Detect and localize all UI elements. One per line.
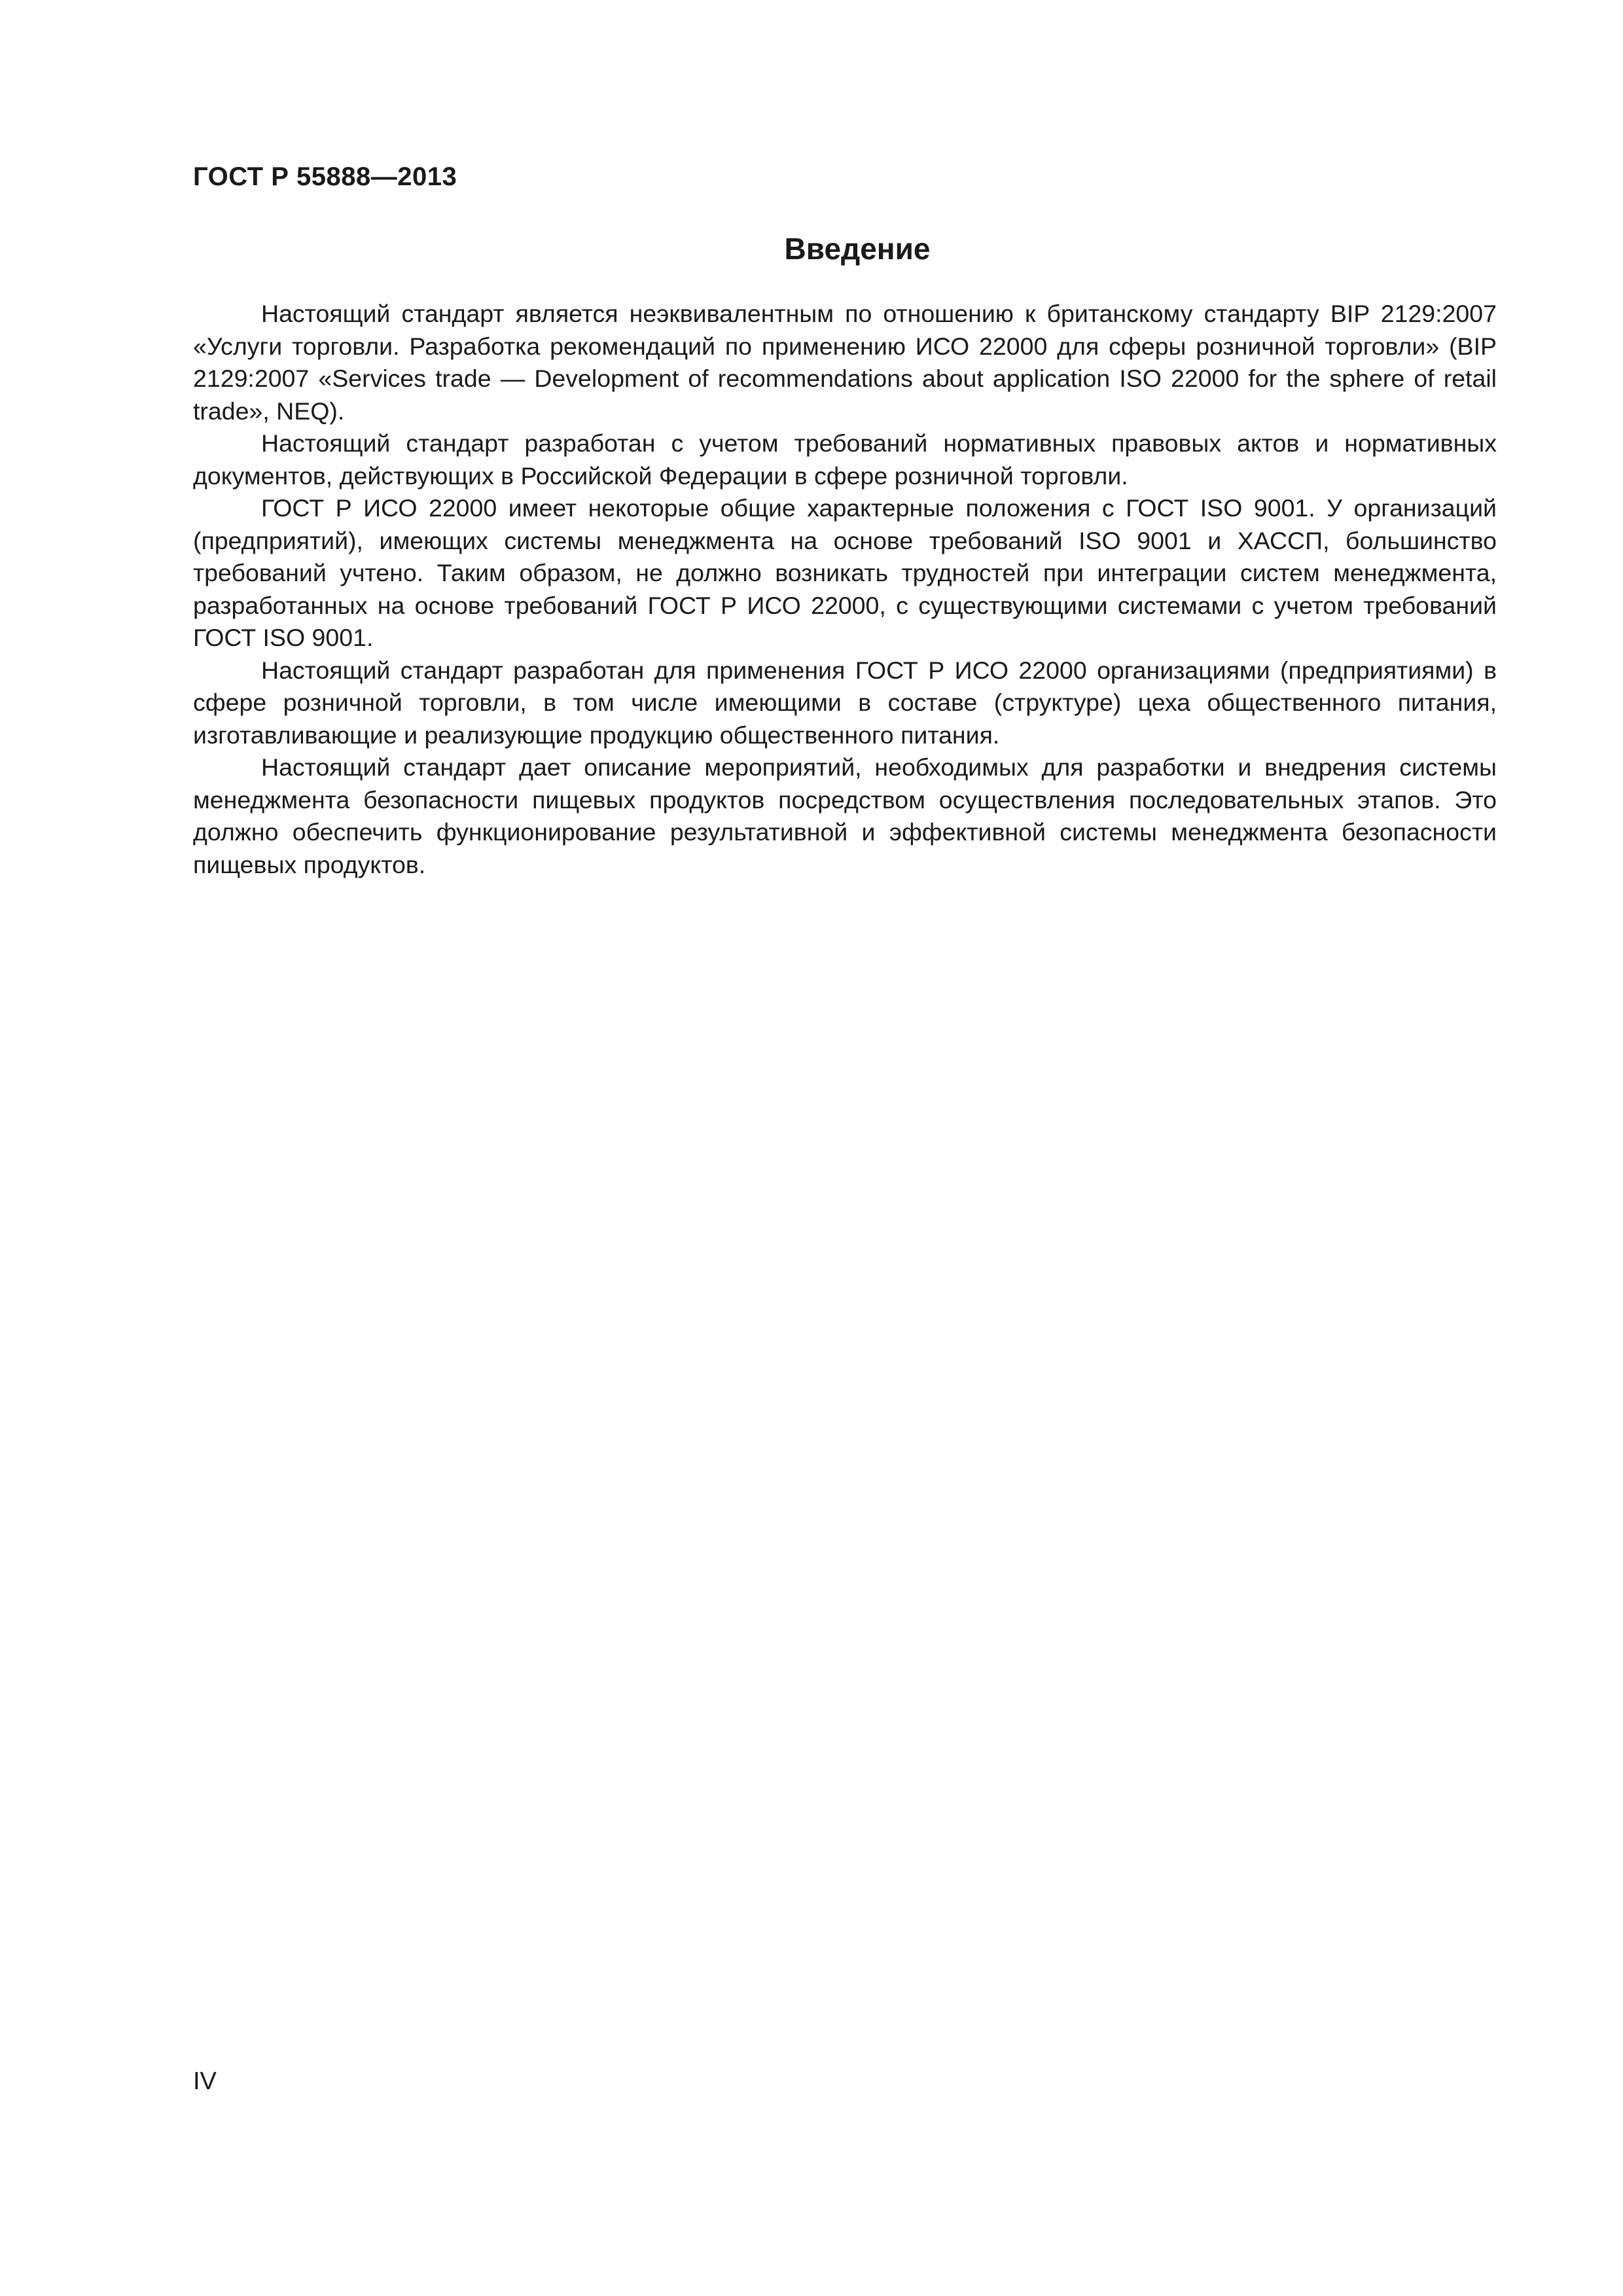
paragraph-2: Настоящий стандарт разработан с учетом требований нормативных правовых актов и нормативных документов, действующих в Российской Федерации в сфере розничной торговли. [193, 429, 1497, 490]
section-title: Введение [784, 232, 931, 266]
document-code-header: ГОСТ Р 55888—2013 [193, 162, 457, 191]
paragraph-5: Настоящий стандарт дает описание мероприятий, необходимых для разработки и внедрения системы менеджмента безопасности пищевых продуктов посредством осуществления последовательных этапов. Это должно обеспечить функционирование результативной и эффективной системы менеджмента безопасности пищевых продуктов. [193, 753, 1497, 878]
paragraph-3: ГОСТ Р ИСО 22000 имеет некоторые общие характерные положения с ГОСТ ISO 9001. У организаций (предприятий), имеющих системы менеджмента на основе требований ISO 9001 и ХАССП, большинство требований учтено. Таким образом, не должно возникать трудностей при интеграции систем менеджмента, разработанных на основе требований ГОСТ Р ИСО 22000, с существующими системами с учетом требований ГОСТ ISO 9001. [193, 494, 1497, 651]
page-number: IV [193, 2068, 217, 2095]
paragraph-4: Настоящий стандарт разработан для применения ГОСТ Р ИСО 22000 организациями (предприятиями) в сфере розничной торговли, в том числе имеющими в составе (структуре) цеха общественного питания, изготавливающие и реализующие продукцию общественного питания. [193, 656, 1497, 749]
paragraph-1: Настоящий стандарт является неэквивалентным по отношению к британскому стандарту BIP 2129:2007 «Услуги торговли. Разработка рекомендаций по применению ИСО 22000 для сферы розничной торговли» (BIP 2129:2007 «Services trade — Development of recommendations about application ISO 22000 for the sphere of retail trade», NEQ). [193, 300, 1497, 425]
introduction-body [193, 298, 1497, 881]
